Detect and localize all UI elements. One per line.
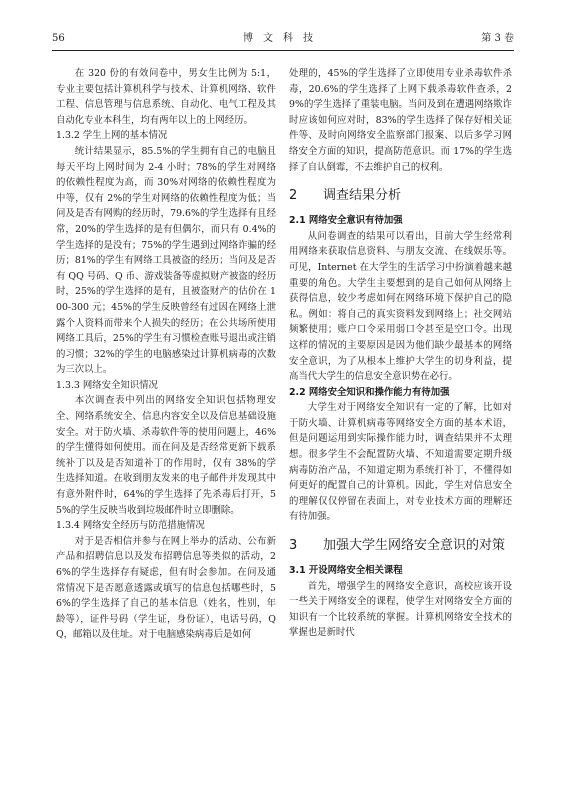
journal-title: 博文科技 [243, 33, 323, 44]
section-2-heading [289, 187, 512, 205]
paragraph-internet-usage: 统计结果显示，85.5%的学生拥有自己的电脑且每天平均上网时间为 2-4 小时；78%的学生对网络的依赖性程度为高，而 30%对网络的依赖性程度为中等，仅有 2%的学生对网络的依赖性程度为低；当问及是否有网购的经历时，79.6%的学生选择有且经常，20%的学生选择的是有但偶尔，而只有 0.4%的学生选择的是没有；75%的学生遇到过网络诈骗的经历；81%的学生有网络工具被盗的经历；当问及是否有 QQ 号码、Q 币、游戏装备等虚拟财产被盗的经历时，25%的学生选择的是有，且被盗财产的估价在 100-300 元；45%的学生反映曾经有过因在网络上泄露个人资料而带来个人损失的经历；在公共场所使用网络工具后，25%的学生有习惯检查账号退出或注销的习惯；32%的学生的电脑感染过计算机病毒的次数为三次以上。 [56, 145, 276, 376]
section-3-number: 3 [289, 538, 298, 554]
heading-1-3-4: 1.3.4 网络安全经历与防范措施情况 [56, 520, 205, 532]
section-2-title: 调查结果分析 [323, 188, 402, 204]
heading-1-3-2: 1.3.2 学生上网的基本情况 [56, 130, 168, 142]
heading-2-2: 2.2 网络安全知识和操作能力有待加强 [289, 386, 450, 398]
section-3-heading [289, 537, 512, 555]
heading-2-1: 2.1 网络安全意识有待加强 [289, 215, 403, 227]
section-3-title: 加强大学生网络安全意识的对策 [323, 538, 506, 554]
paragraph-survey-sample: 在 320 份的有效问卷中，男女生比例为 5:1，专业主要包括计算机科学与技术、计算机网络、软件工程、信息管理与信息系统、自动化、电气工程及其自动化专业本科生，均有两年以上的上网经历。 [56, 68, 276, 126]
paragraph-continued: 处理的，45%的学生选择了立即使用专业杀毒软件杀毒，20.6%的学生选择了上网下载杀毒软件查杀，29%的学生选择了重装电脑。当问及到在遭遇网络欺诈时应该如何应对时，83%的学生选择了保存好相关证件等、及时向网络安全监察部门报案、以后多学习网络安全方面的知识，提高防范意识。而 17%的学生选择了自认倒霉，不去维护自己的权利。 [289, 68, 512, 173]
paragraph-security-experience: 对于是否相信并参与在网上举办的活动、公布新产品和招聘信息以及发布招聘信息等类似的活动，26%的学生选择存有疑虑，但有时会参加。在问及通常情况下是否愿意透露或填写的信息包括哪些时，56%的学生选择了自己的基本信息（姓名，性别，年龄等），证件号码（学生证，身份证），电话号码，QQ，邮箱以及住址。对于电脑感染病毒后是如何 [56, 535, 276, 641]
volume-label: 第 3 卷 [481, 33, 514, 44]
right-column [289, 66, 512, 641]
section-2-number: 2 [289, 188, 298, 204]
heading-1-3-3: 1.3.3 网络安全知识情况 [56, 379, 158, 391]
paragraph-courses: 首先，增强学生的网络安全意识，高校应该开设一些关于网络安全的课程，使学生对网络安全方面的知识有一个比较系统的掌握。计算机网络安全技术的掌握也是新时代 [289, 580, 512, 639]
paragraph-security-knowledge: 本次调查表中列出的网络安全知识包括物理安全、网络系统安全、信息内容安全以及信息基础设施安全。对于防火墙、杀毒软件等的使用问题上，46%的学生懂得如何使用。而在问及是否经常更新下载系统补丁以及是否知道补丁的作用时，仅有 38%的学生选择知道。在收到朋友发来的电子邮件并发现其中有意外附件时，64%的学生选择了先杀毒后打开，55%的学生反映当收到垃圾邮件时立即删除。 [56, 395, 276, 516]
heading-3-1: 3.1 开设网络安全相关课程 [289, 565, 403, 577]
paragraph-awareness: 从问卷调查的结果可以看出，目前大学生经常利用网络来获取信息资料、与朋友交流、在线娱乐等。可见，Internet 在大学生的生活学习中扮演着越来越重要的角色。大学生主要想到的是自己如何从网络上获得信息，较少考虑如何在网络环境下保护自己的隐私。例如：将自己的真实资料发到网络上；社交网站频繁使用；账户口令采用弱口令甚至是空口令。出现这样的情况的主要原因是因为他们缺少最基本的网络安全意识，为了从根本上维护大学生的切身利益，提高当代大学生的信息安全意识势在必行。 [289, 230, 512, 383]
page-number: 56 [52, 33, 65, 44]
paragraph-skills: 大学生对于网络安全知识有一定的了解，比如对于防火墙、计算机病毒等网络安全方面的基本术语，但是问题运用到实际操作能力时，调查结果并不太理想。很多学生不会配置防火墙、不知道需要定期升级病毒防治产品，不知道定期为系统打补丁，不懂得如何更好的配置自己的计算机。因此，学生对信息安全的理解仅仅停留在表面上，对专业技术方面的理解还有待加强。 [289, 402, 512, 523]
page-header [52, 32, 514, 46]
header-rule [52, 50, 514, 51]
left-column [56, 66, 276, 643]
